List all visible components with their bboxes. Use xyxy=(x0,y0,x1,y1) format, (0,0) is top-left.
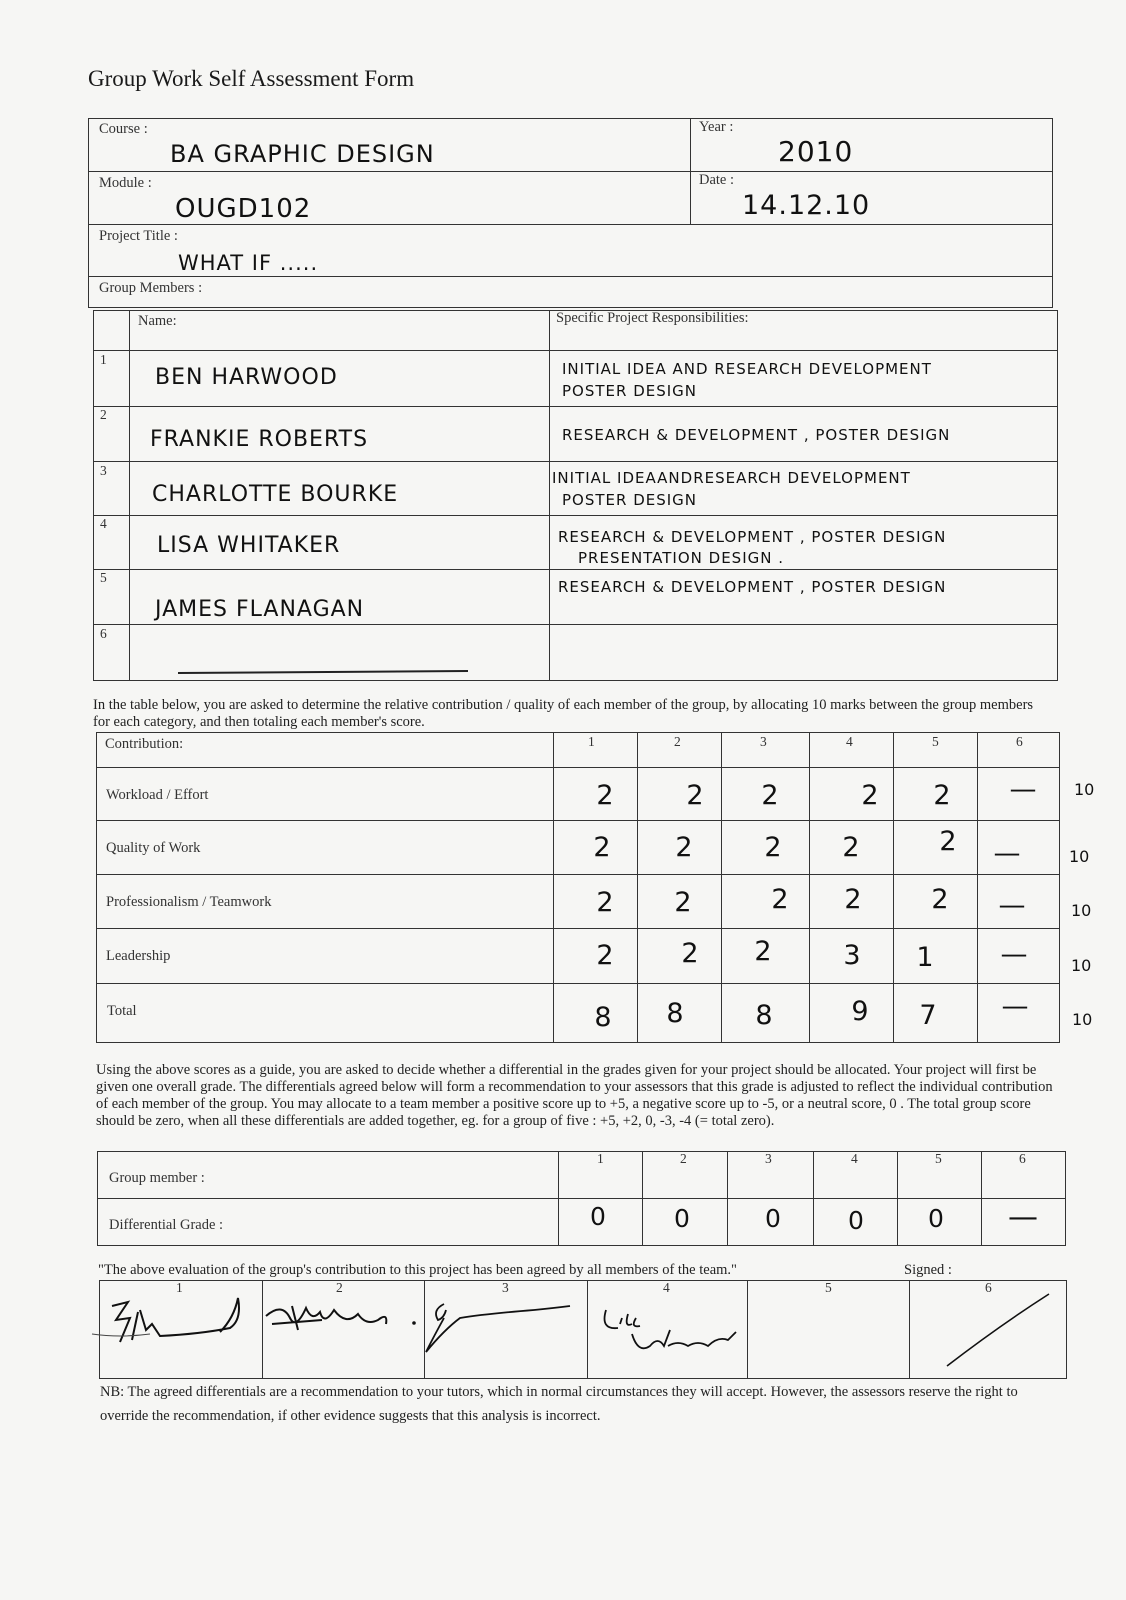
table-divider xyxy=(96,983,1060,984)
header-divider xyxy=(88,276,1053,277)
column-number: 2 xyxy=(680,1151,687,1166)
table-divider xyxy=(96,874,1060,875)
score-cell: 7 xyxy=(919,1000,937,1031)
group-members-label: Group Members : xyxy=(99,280,203,296)
category-label: Workload / Effort xyxy=(106,787,209,803)
score-cell: 8 xyxy=(594,1002,612,1033)
score-cell: 1 xyxy=(916,942,934,973)
table-divider xyxy=(129,310,130,681)
score-cell: 2 xyxy=(674,887,692,918)
row-total: 10 xyxy=(1074,780,1095,799)
score-cell: 2 xyxy=(931,884,949,915)
score-cell: — xyxy=(1001,991,1029,1022)
score-cell: — xyxy=(998,890,1026,921)
score-cell: 2 xyxy=(861,780,879,811)
score-cell: 3 xyxy=(843,940,861,971)
column-number: 4 xyxy=(663,1280,670,1295)
table-divider xyxy=(721,732,722,1043)
score-cell: — xyxy=(1000,939,1028,970)
project-title-label: Project Title : xyxy=(99,228,178,244)
member-number: 6 xyxy=(100,626,107,641)
signature-4-name xyxy=(598,1300,605,1301)
column-number: 3 xyxy=(765,1151,772,1166)
score-cell: 8 xyxy=(755,1000,773,1031)
table-divider xyxy=(96,820,1060,821)
header-divider xyxy=(690,118,691,224)
member-responsibility: POSTER DESIGN xyxy=(562,382,698,400)
table-divider xyxy=(813,1151,814,1246)
responsibilities-header: Specific Project Responsibilities: xyxy=(556,310,749,326)
contribution-intro: In the table below, you are asked to determine the relative contribution / quality of each member of the group, by allocating 10 marks between the group members for each category, and then totaling each member's score. xyxy=(93,697,1034,730)
table-divider xyxy=(93,569,1058,570)
differential-grade-cell: — xyxy=(1008,1200,1038,1235)
score-cell: 2 xyxy=(596,780,614,811)
column-number: 6 xyxy=(985,1280,992,1295)
nb-note: NB: The agreed differentials are a recommendation to your tutors, which in normal circumstances they will accept. However, the assessors reserve the right to override the recommendation, if other evidence suggests that this analysis is incorrect. xyxy=(100,1384,1018,1424)
category-label: Total xyxy=(107,1003,137,1019)
member-number: 2 xyxy=(100,407,107,422)
project-title-value: WHAT IF ..... xyxy=(178,251,319,275)
score-cell: 2 xyxy=(842,832,860,863)
date-label: Date : xyxy=(699,172,735,188)
score-cell: 2 xyxy=(596,940,614,971)
table-divider xyxy=(897,1151,898,1246)
table-divider xyxy=(96,767,1060,768)
member-name: LISA WHITAKER xyxy=(157,533,341,558)
differential-grade-label: Differential Grade : xyxy=(109,1217,224,1233)
table-divider xyxy=(93,461,1058,462)
course-label: Course : xyxy=(99,121,148,137)
column-number: 1 xyxy=(597,1151,604,1166)
member-number: 1 xyxy=(100,352,107,367)
member-number: 4 xyxy=(100,516,107,531)
member-responsibility: INITIAL IDEAANDRESEARCH DEVELOPMENT xyxy=(552,469,911,487)
member-responsibility: RESEARCH & DEVELOPMENT , POSTER DESIGN xyxy=(562,426,951,444)
category-label: Leadership xyxy=(106,948,171,964)
table-divider xyxy=(587,1280,588,1379)
table-divider xyxy=(97,1198,1066,1199)
signature-1 xyxy=(90,1290,260,1370)
column-number: 2 xyxy=(674,734,681,749)
signature-4-scribble xyxy=(598,1300,748,1360)
score-cell: 2 xyxy=(593,832,611,863)
year-value: 2010 xyxy=(778,135,854,168)
score-cell: 2 xyxy=(754,936,772,967)
column-number: 3 xyxy=(760,734,767,749)
page-title: Group Work Self Assessment Form xyxy=(88,66,415,91)
table-divider xyxy=(727,1151,728,1246)
score-cell: 2 xyxy=(764,832,782,863)
score-cell: 2 xyxy=(844,884,862,915)
score-cell: 2 xyxy=(761,780,779,811)
column-number: 4 xyxy=(851,1151,858,1166)
column-number: 2 xyxy=(336,1280,343,1295)
row-total: 10 xyxy=(1071,956,1092,975)
table-divider xyxy=(642,1151,643,1246)
header-divider xyxy=(88,224,1053,225)
column-number: 1 xyxy=(588,734,595,749)
year-label: Year : xyxy=(699,119,734,135)
table-divider xyxy=(637,732,638,1043)
column-number: 1 xyxy=(176,1280,183,1295)
table-divider xyxy=(93,624,1058,625)
member-responsibility: INITIAL IDEA AND RESEARCH DEVELOPMENT xyxy=(562,360,932,378)
score-cell: 2 xyxy=(686,780,704,811)
course-value: BA GRAPHIC DESIGN xyxy=(170,140,435,168)
member-number: 3 xyxy=(100,463,107,478)
member-name: CHARLOTTE BOURKE xyxy=(152,482,399,507)
signature-4 xyxy=(598,1300,748,1360)
score-cell: 2 xyxy=(596,887,614,918)
date-value: 14.12.10 xyxy=(742,190,871,221)
category-label: Quality of Work xyxy=(106,840,201,856)
score-cell: 8 xyxy=(666,998,684,1029)
module-label: Module : xyxy=(99,175,152,191)
column-number: 3 xyxy=(502,1280,509,1295)
member-responsibility: RESEARCH & DEVELOPMENT , POSTER DESIGN xyxy=(558,528,947,546)
member-responsibility: POSTER DESIGN xyxy=(562,491,698,509)
contribution-header: Contribution: xyxy=(105,736,184,752)
differential-grade-cell: 0 xyxy=(765,1204,781,1233)
name-header: Name: xyxy=(138,313,177,329)
module-value: OUGD102 xyxy=(175,194,312,224)
differential-grade-cell: 0 xyxy=(674,1204,690,1233)
row-total: 10 xyxy=(1071,901,1092,920)
column-number: 6 xyxy=(1019,1151,1026,1166)
score-cell: 2 xyxy=(771,884,789,915)
group-member-label: Group member : xyxy=(109,1170,205,1186)
score-cell: — xyxy=(993,838,1021,869)
differential-grade-cell: 0 xyxy=(848,1206,864,1235)
header-divider xyxy=(88,171,1053,172)
score-cell: 2 xyxy=(933,780,951,811)
agreement-statement: "The above evaluation of the group's contribution to this project has been agreed by all members of the team." xyxy=(98,1262,737,1278)
member-name: BEN HARWOOD xyxy=(155,365,338,390)
row-total: 10 xyxy=(1072,1010,1093,1029)
table-divider xyxy=(981,1151,982,1246)
table-divider xyxy=(93,350,1058,351)
column-number: 4 xyxy=(846,734,853,749)
signed-label: Signed : xyxy=(904,1262,952,1278)
score-cell: 9 xyxy=(851,996,869,1027)
score-cell: — xyxy=(1009,774,1037,805)
table-divider xyxy=(93,515,1058,516)
column-number: 5 xyxy=(825,1280,832,1295)
table-divider xyxy=(558,1151,559,1246)
score-cell: 2 xyxy=(675,832,693,863)
row-total: 10 xyxy=(1069,847,1090,866)
column-number: 6 xyxy=(1016,734,1023,749)
member-name: FRANKIE ROBERTS xyxy=(150,427,369,452)
differential-grade-cell: 0 xyxy=(928,1204,944,1233)
differential-intro: Using the above scores as a guide, you are asked to decide whether a differential in the grades given for your project should be allocated. Your project will first be given one overall grade. The differentials agreed below will form a recommendation to your assessors that this grade is adjusted to reflect the individual contribution of each member of the group. You may allocate to a team member a positive score up to +5, a negative score up to -5, or a neutral score, 0 . The total group score should be zero, when all these differentials are added together, eg. for a group of five : +5, +2, 0, -3, -4 (= total zero). xyxy=(96,1062,1053,1129)
table-divider xyxy=(96,928,1060,929)
differential-grade-cell: 0 xyxy=(590,1202,606,1231)
score-cell: 2 xyxy=(681,938,699,969)
column-number: 5 xyxy=(932,734,939,749)
signature-6-strikethrough xyxy=(909,1286,1069,1376)
table-divider xyxy=(93,406,1058,407)
signature-3 xyxy=(424,1296,584,1356)
table-divider xyxy=(549,310,550,681)
member-name: JAMES FLANAGAN xyxy=(155,597,365,622)
category-label: Professionalism / Teamwork xyxy=(106,894,272,910)
signature-2 xyxy=(262,1296,422,1346)
table-divider xyxy=(553,732,554,1043)
table-divider xyxy=(977,732,978,1043)
score-cell: 2 xyxy=(939,826,957,857)
member-number: 5 xyxy=(100,570,107,585)
table-divider xyxy=(893,732,894,1043)
member-responsibility: PRESENTATION DESIGN . xyxy=(578,549,784,567)
column-number: 5 xyxy=(935,1151,942,1166)
member-responsibility: RESEARCH & DEVELOPMENT , POSTER DESIGN xyxy=(558,578,947,596)
